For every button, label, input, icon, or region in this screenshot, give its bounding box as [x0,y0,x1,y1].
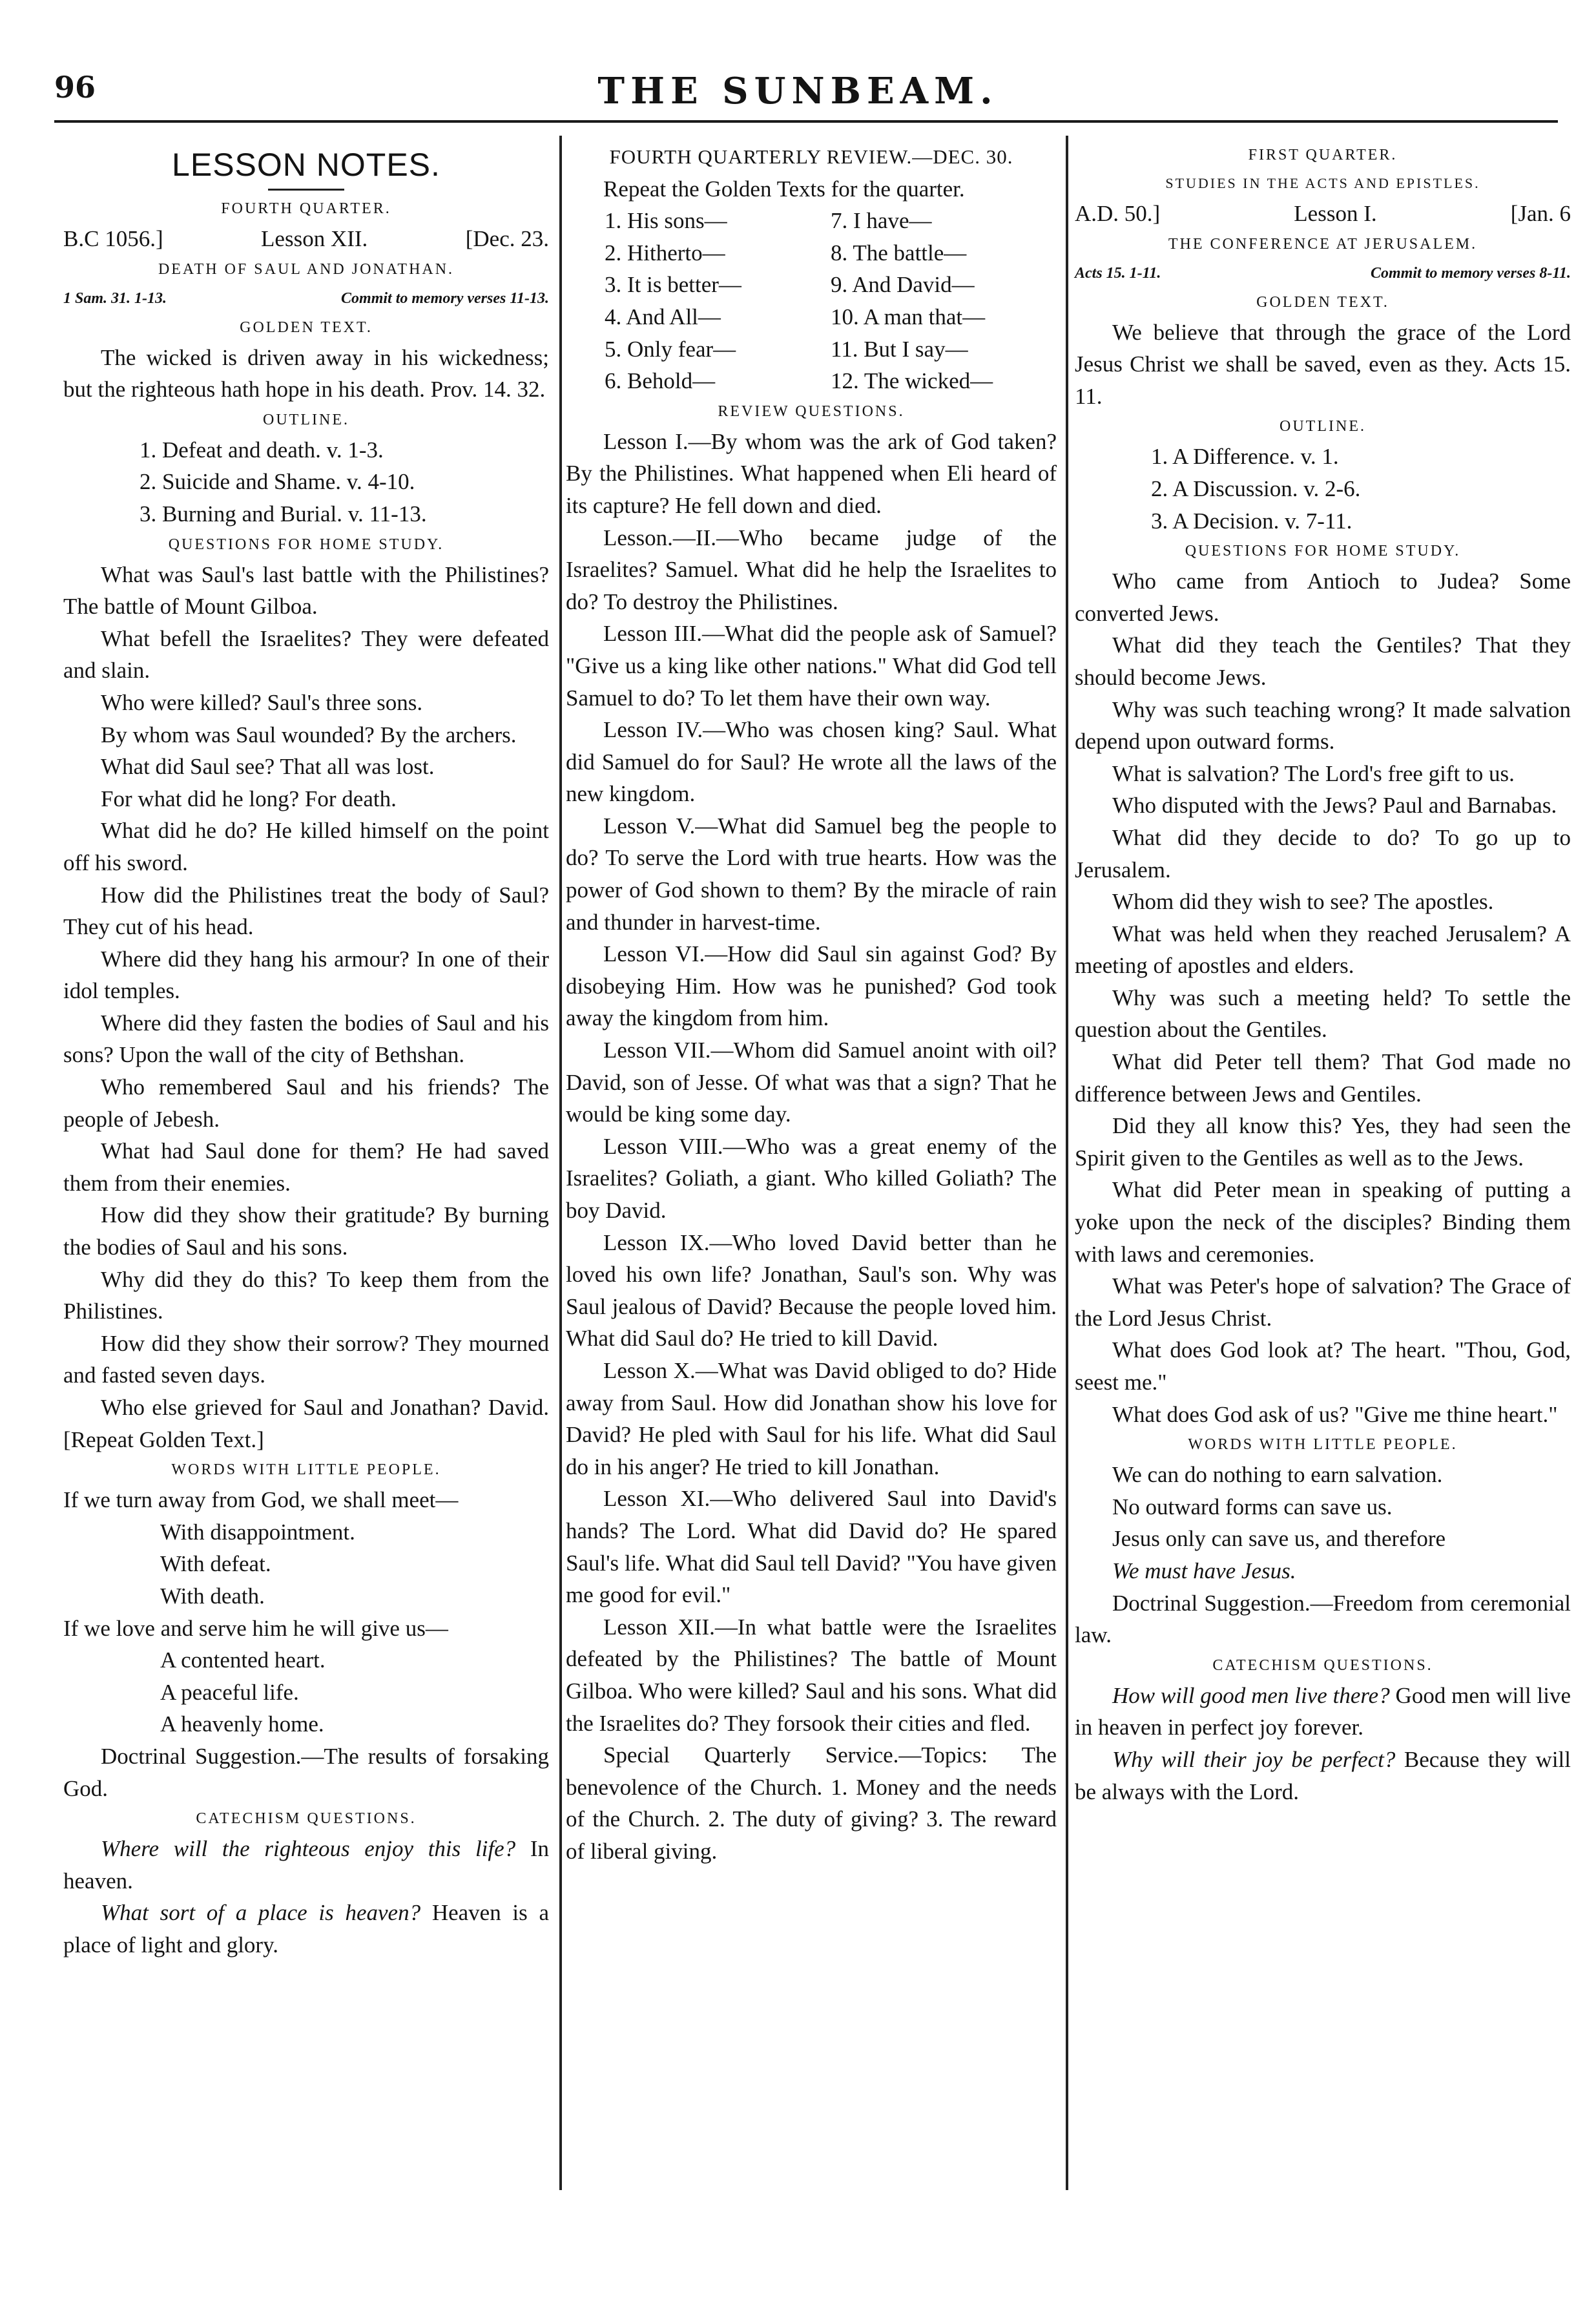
catechism-answer: In heaven. [63,1836,550,1894]
question: What was Saul's last battle with the Philistines? The battle of Mount Gilboa. [63,561,549,620]
newspaper-title: THE SUNBEAM. [597,70,999,112]
review-questions-label: REVIEW QUESTIONS. [718,402,905,420]
quarter-label: FOURTH QUARTER. [221,200,391,217]
lesson-date: A.D. 50.] [1075,201,1161,226]
words-label: WORDS WITH LITTLE PEOPLE. [171,1461,441,1479]
words-intro: If we love and serve him he will give us— [63,1615,448,1641]
page-number: 96 [54,70,96,105]
doctrinal-suggestion: Doctrinal Suggestion.—The results of forsaking God. [63,1743,549,1801]
question: What does God ask of us? "Give me thine heart." [1112,1401,1558,1427]
outline-list [63,434,549,530]
outline-item: 1. Defeat and death. v. 1-3. [140,437,384,463]
question: What did Saul see? That all was lost. [101,754,435,780]
review-lesson: Lesson X.—What was David obliged to do? Hide away from Saul. How did Jonathan show his love for David? He pled with Saul for his life. What did Saul do in his anger? He tried to kill Jonathan. [566,1357,1057,1479]
question: What was held when they reached Jerusalem? A meeting of apostles and elders. [1075,921,1571,979]
questions-label: QUESTIONS FOR HOME STUDY. [1185,543,1461,560]
outline-item: 2. Suicide and Shame. v. 4-10. [140,469,415,495]
review-lesson: Lesson XI.—Who delivered Saul into David's hands? The Lord. What did David do? He spared Saul's life. What did Saul tell David? "You have given me good for evil." [566,1486,1057,1608]
outline-item: 2. A Discussion. v. 2-6. [1151,475,1361,501]
series-label: STUDIES IN THE ACTS AND EPISTLES. [1165,175,1480,191]
column-divider-right [1066,136,1068,2190]
memory-verses: Commit to memory verses 11-13. [341,289,549,307]
words-item: With death. [160,1583,265,1609]
column-quarterly-review [566,141,1057,1867]
golden-text: The wicked is driven away in his wickedness; but the righteous hath hope in his death. Prov. 14. 32. [63,344,549,402]
golden-text-item: 3. It is better— [605,272,741,298]
question: What did they decide to do? To go up to Jerusalem. [1075,824,1571,882]
review-lesson: Lesson IX.—Who loved David better than he loved his own life? Jonathan, Saul's son. Why was Saul jealous of David? Because the people loved him. What did Saul do? He tried to kill David. [566,1229,1057,1352]
quarter-label: FIRST QUARTER. [1248,147,1398,163]
lesson-notes-heading: LESSON NOTES. [172,147,440,183]
golden-text-item: 4. And All— [605,304,721,329]
question: Whom did they wish to see? The apostles. [1112,889,1494,915]
question: By whom was Saul wounded? By the archers. [101,722,517,747]
catechism-label: CATECHISM QUESTIONS. [196,1810,417,1828]
words-item: With disappointment. [160,1519,355,1545]
lesson-info-row [1075,198,1571,230]
review-lesson: Lesson VI.—How did Saul sin against God? By disobeying Him. How was he punished? God took away the kingdom from him. [566,941,1057,1031]
catechism-answer: Because they will be always with the Lord. [1075,1746,1571,1804]
lesson-day: [Jan. 6 [1510,201,1571,226]
question: What did Peter tell them? That God made no difference between Jews and Gentiles. [1075,1049,1571,1107]
scripture-row [1075,258,1571,288]
question: What is salvation? The Lord's free gift to us. [1112,760,1515,786]
golden-text-label: GOLDEN TEXT. [1256,293,1389,311]
question: Who came from Antioch to Judea? Some converted Jews. [1075,569,1571,626]
question: Who else grieved for Saul and Jonathan? David. [Repeat Golden Text.] [63,1395,549,1452]
column-first-quarter [1075,141,1571,1808]
golden-text: We believe that through the grace of the Lord Jesus Christ we shall be saved, even as they. Acts 15. 11. [1075,319,1571,409]
words-item: A contented heart. [160,1647,326,1673]
outline-item: 3. A Decision. v. 7-11. [1151,508,1352,534]
lesson-number: Lesson I. [1294,201,1377,226]
short-rule [268,189,344,191]
scripture-row [63,284,549,313]
review-lesson: Lesson III.—What did the people ask of Samuel? "Give us a king like other nations." What did God tell Samuel to do? To let them have their own way. [566,621,1057,711]
golden-text-item: 7. I have— [831,208,932,234]
question: Why did they do this? To keep them from the Philistines. [63,1266,549,1324]
question: Who were killed? Saul's three sons. [101,689,423,715]
golden-text-item: 5. Only fear— [605,336,736,362]
golden-text-item: 11. But I say— [831,336,968,362]
review-lesson: Lesson.—II.—Who became judge of the Israelites? Samuel. What did he help the Israelites to do? To destroy the Philistines. [566,525,1057,614]
words-item: A heavenly home. [160,1711,324,1737]
question: Who remembered Saul and his friends? The people of Jebesh. [63,1074,549,1132]
review-lesson: Lesson I.—By whom was the ark of God taken? By the Philistines. What happened when Eli heard of its capture? He fell down and died. [566,428,1057,518]
words-line: We can do nothing to earn salvation. [1112,1462,1443,1488]
question: Why was such a meeting held? To settle the question about the Gentiles. [1075,985,1571,1043]
words-line: No outward forms can save us. [1112,1494,1393,1519]
question: What does God look at? The heart. "Thou, God, seest me." [1075,1337,1571,1395]
review-lesson: Lesson XII.—In what battle were the Israelites defeated by the Philistines? The battle of Mount Gilboa. Who were killed? Saul and his sons. What did the Israelites do? They forsook their cities and fled. [566,1614,1057,1736]
question: What was Peter's hope of salvation? The Grace of the Lord Jesus Christ. [1075,1273,1571,1331]
lesson-number: Lesson XII. [261,226,368,251]
question: What did they teach the Gentiles? That they should become Jews. [1075,632,1571,690]
words-item: With defeat. [160,1551,271,1577]
golden-text-item: 8. The battle— [831,240,967,266]
review-lesson: Lesson IV.—Who was chosen king? Saul. What did Samuel do for Saul? He wrote all the laws of the new kingdom. [566,717,1057,807]
question: How did the Philistines treat the body of Saul? They cut of his head. [63,882,549,940]
question: Who disputed with the Jews? Paul and Barnabas. [1112,793,1557,819]
page-header [0,70,1596,134]
outline-list [1075,441,1571,537]
question: How did they show their sorrow? They mourned and fasted seven days. [63,1330,549,1388]
golden-text-item: 6. Behold— [605,368,716,394]
memory-verses: Commit to memory verses 8-11. [1371,264,1571,282]
catechism-question: What sort of a place is heaven? [101,1900,421,1926]
question: For what did he long? For death. [101,786,397,811]
words-item: A peaceful life. [160,1679,299,1705]
outline-item: 1. A Difference. v. 1. [1151,444,1339,470]
golden-text-item: 12. The wicked— [831,368,993,394]
golden-text-item: 10. A man that— [831,304,986,329]
lesson-title: THE CONFERENCE AT JERUSALEM. [1168,235,1478,253]
golden-texts-list [566,205,1057,397]
golden-text-label: GOLDEN TEXT. [240,318,373,336]
golden-text-item: 9. And David— [831,272,975,298]
question: How did they show their gratitude? By burning the bodies of Saul and his sons. [63,1202,549,1260]
golden-text-item: 2. Hitherto— [605,240,725,266]
scripture-ref: Acts 15. 1-11. [1075,264,1161,282]
catechism-label: CATECHISM QUESTIONS. [1212,1656,1433,1674]
question: Where did they fasten the bodies of Saul and his sons? Upon the wall of the city of Bethshan. [63,1010,549,1068]
questions-label: QUESTIONS FOR HOME STUDY. [168,536,444,553]
catechism-answer: Good men will live in heaven in perfect joy forever. [1075,1682,1571,1740]
review-lesson: Lesson VIII.—Who was a great enemy of the Israelites? Goliath, a giant. Who killed Goliath? The boy David. [566,1133,1057,1223]
scripture-ref: 1 Sam. 31. 1-13. [63,289,167,307]
lesson-title: DEATH OF SAUL AND JONATHAN. [158,260,455,278]
catechism-question: Where will the righteous enjoy this life? [101,1836,516,1862]
lesson-day: [Dec. 23. [465,226,549,251]
words-line: We must have Jesus. [1112,1558,1296,1583]
outline-label: OUTLINE. [1280,418,1366,435]
words-intro: If we turn away from God, we shall meet— [63,1487,459,1513]
catechism-answer: Heaven is a place of light and glory. [63,1900,549,1958]
question: What befell the Israelites? They were defeated and slain. [63,625,549,684]
words-line: Jesus only can save us, and therefore [1112,1526,1446,1552]
golden-text-item: 1. His sons— [605,208,727,234]
outline-label: OUTLINE. [263,411,349,428]
review-heading: FOURTH QUARTERLY REVIEW.—DEC. 30. [609,145,1013,168]
question: What did he do? He killed himself on the point off his sword. [63,818,549,875]
lesson-info-row [63,223,549,255]
question: Where did they hang his armour? In one of their idol temples. [63,946,549,1004]
doctrinal-suggestion: Doctrinal Suggestion.—Freedom from ceremonial law. [1075,1590,1571,1648]
question: What had Saul done for them? He had saved them from their enemies. [63,1138,549,1196]
words-label: WORDS WITH LITTLE PEOPLE. [1188,1436,1458,1454]
column-lesson-notes [63,141,549,1961]
lesson-date: B.C 1056.] [63,226,163,251]
column-divider-left [559,136,562,2190]
header-rule [54,120,1558,123]
review-lesson: Lesson VII.—Whom did Samuel anoint with oil? David, son of Jesse. Of what was that a sign? That he would be king some day. [566,1038,1057,1127]
review-lesson: Lesson V.—What did Samuel beg the people to do? To serve the Lord with true hearts. How was the power of God shown to them? By the miracle of rain and thunder in harvest-time. [566,813,1057,935]
catechism-question: Why will their joy be perfect? [1112,1746,1396,1772]
review-intro: Repeat the Golden Texts for the quarter. [603,176,965,202]
question: Did they all know this? Yes, they had seen the Spirit given to the Gentiles as well as to the Jews. [1075,1113,1571,1171]
outline-item: 3. Burning and Burial. v. 11-13. [140,501,427,527]
question: What did Peter mean in speaking of putting a yoke upon the neck of the disciples? Binding them with laws and ceremonies. [1075,1177,1571,1267]
question: Why was such teaching wrong? It made salvation depend upon outward forms. [1075,696,1571,755]
catechism-question: How will good men live there? [1112,1682,1390,1708]
special-service: Special Quarterly Service.—Topics: The benevolence of the Church. 1. Money and the needs of the Church. 2. The duty of giving? 3. The reward of liberal giving. [566,1742,1057,1864]
